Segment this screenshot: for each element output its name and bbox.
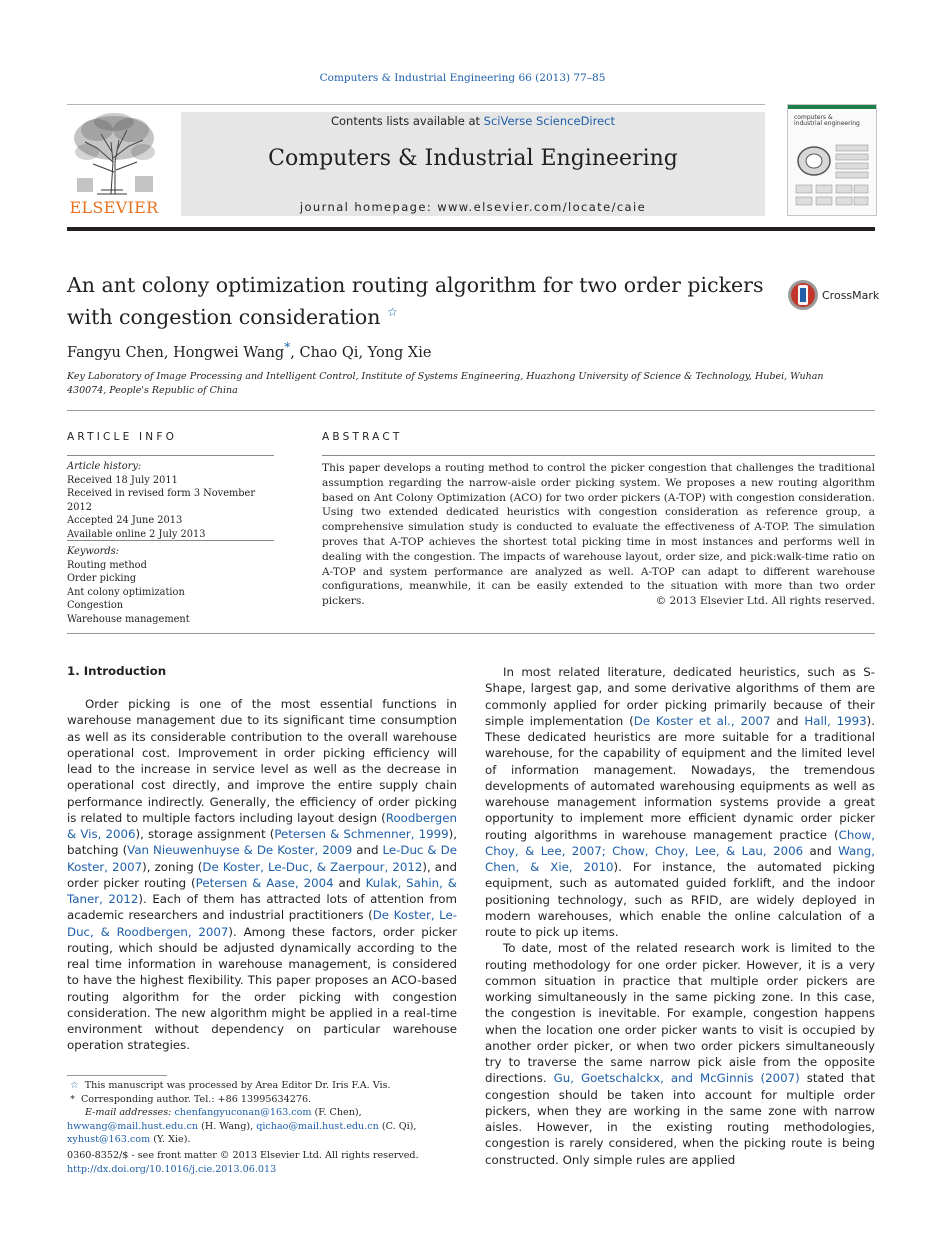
header-thick-rule	[67, 227, 875, 231]
keyword-item: Warehouse management	[67, 613, 190, 625]
rule-below-affiliation	[67, 410, 875, 411]
elsevier-wordmark: ELSEVIER	[69, 198, 159, 217]
corresponding-author-mark[interactable]: *	[284, 340, 291, 354]
title-footnote-star[interactable]: ☆	[386, 305, 398, 319]
contents-prefix: Contents lists available at	[330, 114, 484, 128]
citation-link[interactable]: De Koster, Le-Duc, & Zaerpour, 2012	[202, 859, 423, 874]
author-name[interactable]: Yong Xie	[367, 344, 432, 361]
cover-graphic-icon	[792, 141, 872, 211]
paragraph: To date, most of the related research work is limited to the routing methodology for one order picker. However, it is a very common situation in practice that multiple order pickers are working simultaneously in the same picking zone. In this case, the congestion is inevitable. For example, congestion happens when the location one order picker wants to visit is occupied by another order picker, or when two order pickers simultaneously try to traverse the same narrow pick aisle from the opposite directions. Gu, Goetschalckx, and McGinnis (2007) stated that congestion should be taken into account for multiple order pickers, when they are working in the same zone with narrow aisles. However, in the existing routing methodologies, congestion is rarely considered, when the picking route is being constructed. Only simple rules are applied	[485, 941, 876, 1167]
history-entry: Accepted 24 June 2013	[67, 515, 183, 526]
footnote-corresponding	[67, 1093, 457, 1107]
footnotes	[67, 1079, 457, 1147]
author-list: Fangyu Chen, Hongwei Wang*, Chao Qi, Yong Xie	[67, 340, 432, 361]
paragraph: Order picking is one of the most essential functions in warehouse management due to its significant time consumption as well as its considerable contribution to the overall warehouse operational cost. Improvement in order picking efficiency will lead to the increase in service level as well as the decrease in operational cost directly, and improve the entire supply chain performance indirectly. Generally, the efficiency of order picking is related to multiple factors including layout design (Roodbergen & Vis, 2006), storage assignment (Petersen & Schmenner, 1999), batching (Van Nieuwenhuyse & De Koster, 2009 and Le-Duc & De Koster, 2007), zoning (De Koster, Le-Duc, & Zaerpour, 2012), and order picker routing (Petersen & Aase, 2004 and Kulak, Sahin, & Taner, 2012). Each of them has attracted lots of attention from academic researchers and industrial practitioners (De Koster, Le-Duc, & Roodbergen, 2007). Among these factors, order picker routing, which should be adjusted dynamically according to the real time information in warehouse management, is considered to have the highest flexibility. This paper proposes an ACO-based routing algorithm for the order picking with congestion consideration. The new algorithm might be applied in a real-time environment without dependency on particular warehouse operation strategies.	[67, 697, 458, 1053]
journal-cover-thumbnail[interactable]	[787, 104, 877, 216]
citation-link[interactable]: Wang, Chen, & Xie, 2010	[485, 843, 875, 874]
article-title	[67, 272, 767, 331]
citation-link[interactable]: Van Nieuwenhuyse & De Koster, 2009	[127, 843, 353, 858]
footnote-corr-mark: *	[70, 1093, 75, 1105]
journal-homepage	[181, 200, 765, 214]
crossmark-label: CrossMark	[822, 289, 880, 302]
cover-title-line1: computers &	[794, 114, 833, 121]
email-link[interactable]: qichao@mail.hust.edu.cn	[256, 1120, 379, 1132]
keyword-list	[67, 559, 277, 627]
article-info-heading: ARTICLE INFO	[67, 431, 178, 443]
homepage-prefix: journal homepage:	[299, 200, 438, 214]
history-label: Article history:	[67, 461, 142, 472]
sciencedirect-link[interactable]: SciVerse ScienceDirect	[483, 114, 616, 128]
journal-banner	[181, 112, 765, 216]
journal-reference[interactable]: Computers & Industrial Engineering 66 (2013) 77–85	[319, 72, 606, 84]
article-info-rule	[67, 455, 274, 456]
doi-link[interactable]: http://dx.doi.org/10.1016/j.cie.2013.06.013	[67, 1163, 277, 1175]
elsevier-logo[interactable]	[67, 112, 161, 216]
crossmark-button[interactable]	[787, 279, 880, 311]
keyword-item: Order picking	[67, 573, 137, 584]
citation-link[interactable]: Kulak, Sahin, & Taner, 2012	[67, 875, 457, 906]
footnote-rule	[67, 1075, 167, 1076]
keyword-item: Congestion	[67, 600, 124, 611]
footnote-corr-text: Corresponding author. Tel.: +86 13995634276.	[80, 1093, 312, 1105]
issn-line: 0360-8352/$ - see front matter © 2013 Elsevier Ltd. All rights reserved.	[67, 1150, 419, 1161]
cover-top-band	[788, 105, 876, 109]
footnote-star-text: This manuscript was processed by Area Editor Dr. Iris F.A. Vis.	[84, 1080, 391, 1091]
author-name[interactable]: Fangyu Chen	[67, 344, 164, 361]
footnote-star-mark: ☆	[70, 1080, 79, 1091]
citation-link[interactable]: Gu, Goetschalckx, and McGinnis (2007)	[553, 1071, 800, 1086]
section-heading-introduction: 1. Introduction	[67, 664, 167, 678]
article-title-text: An ant colony optimization routing algorithm for two order pickers with congestion consideration	[67, 273, 764, 329]
history-list	[67, 474, 277, 542]
footnote-emails: E-mail addresses: chenfangyuconan@163.com (F. Chen), hwwang@mail.hust.edu.cn (H. Wang), qichao@mail.hust.edu.cn (C. Qi), xyhust@163.com (Y. Xie).	[67, 1107, 417, 1146]
citation-link[interactable]: De Koster, Le-Duc, & Roodbergen, 2007	[67, 908, 457, 939]
contents-line	[181, 114, 765, 128]
rule-below-abstract	[67, 633, 875, 634]
citation-link[interactable]: Chow, Choy, & Lee, 2007; Chow, Choy, Lee, & Lau, 2006	[485, 827, 875, 858]
abstract-text: This paper develops a routing method to control the picker congestion that challenges the traditional assumption regarding the narrow-aisle order picking system. We proposes a new routing algorithm based on Ant Colony Optimization (ACO) for two order pickers (A-TOP) with congestion consideration. Using two extended dedicated heuristics with congestion consideration as reference group, a comprehensive simulation study is conducted to evaluate the effectiveness of A-TOP. The simulation proves that A-TOP achieves the shortest total picking time in most instances and performs well in dealing with the congestion. The impacts of warehouse layout, order size, and pick:walk-time ratio on A-TOP and system performance are analyzed as well. A-TOP can adapt to different warehouse configurations, meanwhile, it can be easily extended to the situation with more than two order pickers.	[322, 462, 875, 608]
keyword-item: Ant colony optimization	[67, 586, 185, 598]
journal-title: Computers & Industrial Engineering	[268, 146, 678, 171]
footnote-star	[67, 1079, 457, 1093]
history-entry: Received in revised form 3 November 2012	[67, 488, 256, 513]
email-label: E-mail addresses:	[85, 1107, 172, 1119]
citation-link[interactable]: Petersen & Aase, 2004	[195, 875, 334, 890]
keywords-label: Keywords:	[67, 546, 119, 557]
cover-title	[794, 115, 860, 127]
front-matter	[67, 1149, 467, 1176]
email-link[interactable]: xyhust@163.com	[67, 1134, 151, 1146]
body-column-left	[67, 696, 457, 1054]
citation-link[interactable]: Roodbergen & Vis, 2006	[67, 810, 457, 841]
author-name[interactable]: Hongwei Wang	[173, 344, 285, 361]
elsevier-tree-icon	[67, 112, 161, 196]
email-link[interactable]: hwwang@mail.hust.edu.cn	[67, 1120, 199, 1132]
keywords-rule	[67, 540, 274, 541]
keywords-block	[67, 545, 277, 626]
citation-link[interactable]: De Koster et al., 2007	[633, 713, 771, 728]
abstract-copyright: © 2013 Elsevier Ltd. All rights reserved.	[655, 595, 875, 607]
header-top-rule	[67, 104, 765, 105]
history-entry: Available online 2 July 2013	[67, 528, 206, 540]
homepage-link[interactable]: www.elsevier.com/locate/caie	[437, 200, 647, 214]
cover-title-line2: industrial engineering	[794, 120, 860, 127]
abstract-heading: ABSTRACT	[322, 431, 403, 443]
affiliation: Key Laboratory of Image Processing and Intelligent Control, Institute of Systems Engineering, Huazhong University of Science & Technology, Hubei, Wuhan 430074, People's Republic of China	[67, 371, 824, 396]
article-history	[67, 460, 277, 541]
body-column-right	[485, 664, 875, 1168]
paragraph: In most related literature, dedicated heuristics, such as S-Shape, largest gap, and some derivative algorithms of them are commonly applied for order picking primarily because of their simple implementation (De Koster et al., 2007 and Hall, 1993). These dedicated heuristics are more suitable for a traditional warehouse, for the capability of equipment and the limited level of information management. Nowadays, the tremendous developments of automated warehousing equipments as well as warehouse management information systems provide a great opportunity to implement more efficient dynamic order picker routing algorithms in warehouse management practice (Chow, Choy, & Lee, 2007; Chow, Choy, Lee, & Lau, 2006 and Wang, Chen, & Xie, 2010). For instance, the automated picking equipment, such as automated guided forklift, and the indoor positioning technology, such as RFID, are widely deployed in modern warehouses, which enable the online calculation of a route to pick up items.	[485, 665, 875, 939]
citation-link[interactable]: Hall, 1993	[804, 713, 867, 728]
crossmark-icon	[787, 279, 819, 311]
author-name[interactable]: Chao Qi	[299, 344, 359, 361]
abstract-rule	[322, 455, 875, 456]
citation-link[interactable]: Le-Duc & De Koster, 2007	[67, 843, 457, 874]
email-link[interactable]: chenfangyuconan@163.com	[174, 1107, 312, 1119]
history-entry: Received 18 July 2011	[67, 474, 178, 486]
citation-link[interactable]: Petersen & Schmenner, 1999	[274, 827, 449, 841]
keyword-item: Routing method	[67, 559, 147, 571]
